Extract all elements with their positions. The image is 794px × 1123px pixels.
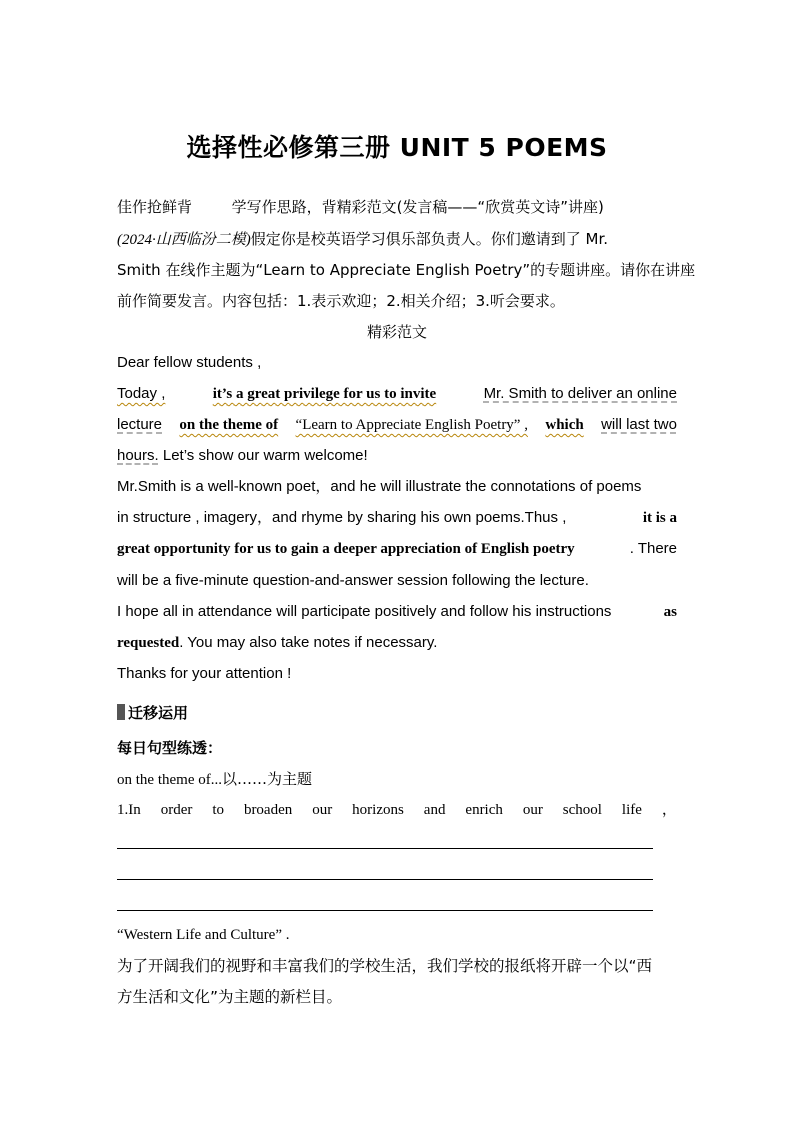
essay-salutation: Dear fellow students , <box>117 354 262 371</box>
section-marker-icon <box>117 704 125 720</box>
transfer-subheading: 每日句型练透： <box>117 739 223 757</box>
exercise-word: broaden <box>243 802 293 818</box>
exercise-word: 1.In <box>117 802 141 818</box>
exercise-word: our <box>312 802 333 818</box>
exercise-word: order <box>160 802 193 818</box>
exercise-tail: “Western Life and Culture” . <box>117 927 290 943</box>
phrase-english: on the theme of... <box>117 772 222 788</box>
exercise-word: ， <box>661 802 677 818</box>
essay-key-phrase: requested <box>117 635 180 651</box>
section-description: 学写作思路，背精彩范文(发言稿——“欣赏英文诗”讲座) <box>231 198 604 216</box>
prompt-text: 假定你是校英语学习俱乐部负责人。你们邀请到了 Mr. <box>250 230 609 248</box>
answer-blank-line[interactable] <box>117 910 653 911</box>
section-header <box>117 197 677 217</box>
essay-phrase: will last two <box>601 416 677 433</box>
page-title: 选择性必修第三册 UNIT 5 POEMS <box>186 133 608 162</box>
essay-key-phrase: as <box>663 604 677 620</box>
exercise-line <box>117 800 677 820</box>
transfer-heading: 迁移运用 <box>128 704 189 722</box>
essay-phrase: “Learn to Appreciate English Poetry” , <box>295 417 528 433</box>
exercise-word: to <box>212 802 224 818</box>
exercise-word: school <box>562 802 602 818</box>
phrase-chinese: 以……为主题 <box>221 770 312 788</box>
essay-phrase: lecture <box>117 416 163 433</box>
essay-text: Mr.Smith is a well-known poet，and he will illustrate the connotations of poems <box>117 478 642 495</box>
translation-line-2: 方生活和文化”为主题的新栏目。 <box>117 988 343 1006</box>
essay-text: in structure , imagery，and rhyme by sharing his own poems.Thus , <box>117 509 567 526</box>
prompt-line-3: 前作简要发言。内容包括：1.表示欢迎；2.相关介绍；3.听会要求。 <box>117 292 565 310</box>
essay-p2-line-3 <box>117 539 677 559</box>
prompt-line-2: Smith 在线作主题为“Learn to Appreciate English Poetry”的专题讲座。请你在讲座 <box>117 261 696 279</box>
essay-p3-line-2 <box>117 633 677 653</box>
phrase-line <box>117 769 677 790</box>
exercise-word: and <box>423 802 446 818</box>
prompt-line-1 <box>117 229 677 250</box>
exercise-word: our <box>522 802 543 818</box>
essay-p2-line-2 <box>117 508 677 528</box>
essay-key-phrase: which <box>545 417 584 433</box>
essay-text: I hope all in attendance will participate positively and follow his instructions <box>117 603 612 620</box>
answer-blank-line[interactable] <box>117 879 653 880</box>
essay-closing: Thanks for your attention ! <box>117 665 292 682</box>
essay-text: . You may also take notes if necessary. <box>179 634 438 651</box>
essay-p1-line-3 <box>117 446 677 466</box>
transfer-heading-row <box>117 703 677 723</box>
essay-phrase: Mr. Smith to deliver an online <box>483 385 677 402</box>
essay-key-phrase: it’s a great privilege for us to invite <box>212 386 437 402</box>
answer-blank-line[interactable] <box>117 848 653 849</box>
essay-phrase: hours. <box>117 447 159 464</box>
exercise-word: horizons <box>352 802 404 818</box>
essay-heading: 精彩范文 <box>366 323 427 341</box>
essay-phrase: Let’s show our warm welcome! <box>162 447 368 464</box>
essay-phrase: Today , <box>117 385 166 402</box>
essay-p2-line-1 <box>117 477 677 497</box>
essay-p3-line-1 <box>117 602 677 622</box>
essay-text: . There <box>629 540 677 557</box>
exercise-word: life <box>621 802 642 818</box>
section-label: 佳作抢鲜背 <box>117 198 193 216</box>
essay-p1-line-1 <box>117 384 677 404</box>
prompt-source: (2024·山西临汾二模) <box>117 232 251 248</box>
exercise-word: enrich <box>465 802 503 818</box>
essay-p2-line-4: will be a five-minute question-and-answer session following the lecture. <box>117 572 589 589</box>
essay-key-phrase: on the theme of <box>179 417 279 433</box>
essay-key-phrase: great opportunity for us to gain a deeper appreciation of English poetry <box>117 541 575 557</box>
translation-line-1: 为了开阔我们的视野和丰富我们的学校生活，我们学校的报纸将开辟一个以“西 <box>117 957 653 975</box>
essay-p1-line-2 <box>117 415 677 435</box>
essay-key-phrase: it is a <box>642 510 677 526</box>
